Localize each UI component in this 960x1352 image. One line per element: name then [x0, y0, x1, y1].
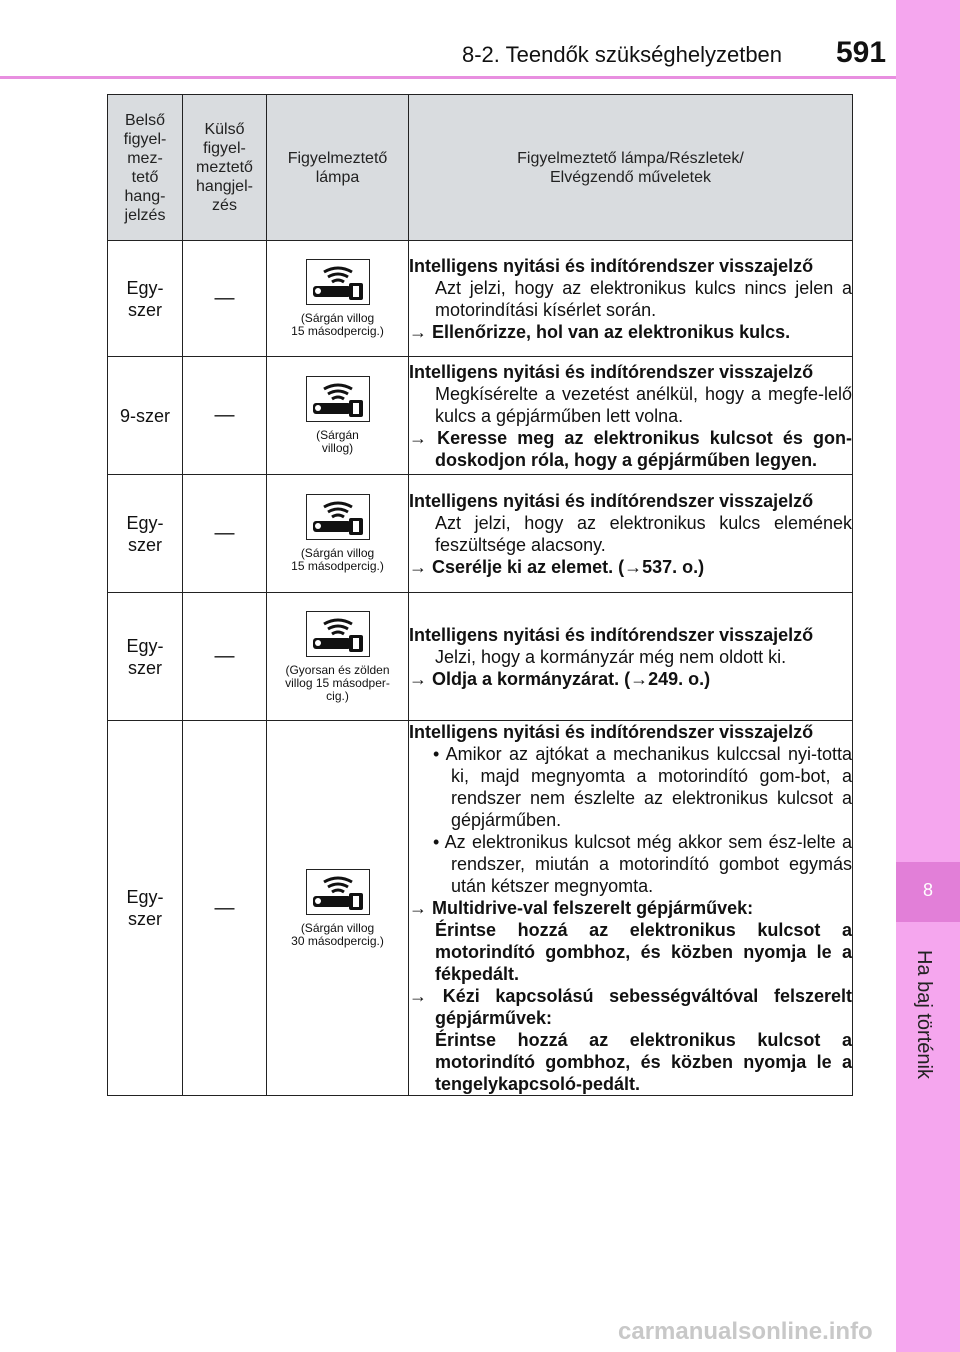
lamp-caption: (Sárgán villog 15 másodpercig.) — [291, 546, 384, 573]
chapter-label: Ha baj történik — [913, 950, 935, 1079]
indicator-title: Intelligens nyitási és indítórendszer visszajelző — [409, 255, 814, 276]
smart-key-warning-icon — [306, 259, 370, 305]
details-cell — [409, 721, 853, 1096]
detail-bullet: • Az elektronikus kulcsot még akkor sem ész-lelte a rendszer, miután a motorindító gombot egymás után kétszer megnyomta. — [433, 832, 852, 896]
action-text: → Multidrive-val felszerelt gépjárművek: Érintse hozzá az elektronikus kulcsot a motorindító gombhoz, és közben nyomja le a fékpedált. — [409, 898, 852, 984]
indicator-title: Intelligens nyitási és indítórendszer visszajelző — [409, 490, 814, 511]
detail-text: Azt jelzi, hogy az elektronikus kulcs nincs jelen a motorindítási kísérlet során. — [435, 277, 852, 320]
external-buzzer-value: — — [183, 241, 267, 357]
warning-light-cell — [267, 357, 409, 475]
table-row — [108, 721, 853, 1096]
detail-text: Megkísérelte a vezetést anélkül, hogy a megfe-lelő kulcs a gépjárműben lett volna. — [435, 383, 852, 426]
smart-key-warning-icon — [306, 611, 370, 657]
external-buzzer-value: — — [183, 475, 267, 593]
internal-buzzer-count: Egy- szer — [108, 593, 183, 721]
page-number: 591 — [836, 36, 887, 69]
internal-buzzer-count: Egy- szer — [108, 241, 183, 357]
warning-light-cell — [267, 721, 409, 1096]
header-details: Figyelmeztető lámpa/Részletek/ Elvégzendő műveletek — [409, 95, 853, 241]
table-row — [108, 357, 853, 475]
header-external-buzzer: Külső figyel- meztető hangjel- zés — [183, 95, 267, 241]
warning-light-cell — [267, 241, 409, 357]
details-cell — [409, 475, 853, 593]
header-internal-buzzer: Belső figyel- mez- tető hang- jelzés — [108, 95, 183, 241]
external-buzzer-value: — — [183, 593, 267, 721]
action-text: → Kézi kapcsolású sebességváltóval felszerelt gépjárművek: Érintse hozzá az elektronikus kulcsot a motorindító gombhoz, és közben nyomja le a tengelykapcsoló-pedált. — [409, 986, 852, 1094]
external-buzzer-value: — — [183, 357, 267, 475]
lamp-caption: (Gyorsan és zölden villog 15 másodper- cig.) — [285, 662, 390, 703]
details-cell — [409, 357, 853, 475]
warning-table — [107, 94, 853, 1096]
chapter-number: 8 — [896, 862, 960, 922]
smart-key-warning-icon — [306, 869, 370, 915]
table-row — [108, 475, 853, 593]
lamp-caption: (Sárgán villog 30 másodpercig.) — [291, 920, 384, 948]
page-header-title: 8-2. Teendők szükséghelyzetben — [462, 42, 783, 67]
side-tab — [896, 0, 960, 1352]
action-text: → Oldja a kormányzárat. (→249. o.) — [409, 668, 711, 689]
table-row — [108, 593, 853, 721]
internal-buzzer-count: 9-szer — [108, 357, 183, 475]
action-text: → Cserélje ki az elemet. (→537. o.) — [409, 556, 705, 577]
lamp-caption: (Sárgán villog 15 másodpercig.) — [291, 311, 384, 338]
indicator-title: Intelligens nyitási és indítórendszer visszajelző — [409, 722, 814, 742]
smart-key-warning-icon — [306, 376, 370, 422]
detail-bullet: • Amikor az ajtókat a mechanikus kulccsal nyi-totta ki, majd megnyomta a motorindító gom-bot, a rendszer nem észlelte az elektronikus kulcsot a gépjárműben. — [433, 744, 852, 830]
action-text: → Ellenőrizze, hol van az elektronikus kulcs. — [409, 321, 791, 342]
table-row — [108, 241, 853, 357]
detail-text: Jelzi, hogy a kormányzár még nem oldott ki. — [435, 646, 787, 667]
detail-text: Azt jelzi, hogy az elektronikus kulcs elemének feszültsége alacsony. — [435, 512, 852, 555]
watermark: carmanualsonline.info — [618, 1318, 873, 1345]
warning-light-cell — [267, 475, 409, 593]
smart-key-warning-icon — [306, 494, 370, 540]
details-cell — [409, 593, 853, 721]
internal-buzzer-count: Egy- szer — [108, 475, 183, 593]
external-buzzer-value: — — [183, 721, 267, 1096]
indicator-title: Intelligens nyitási és indítórendszer visszajelző — [409, 361, 814, 382]
internal-buzzer-count: Egy- szer — [108, 721, 183, 1096]
warning-light-cell — [267, 593, 409, 721]
lamp-caption: (Sárgán villog) — [316, 428, 359, 455]
details-cell — [409, 241, 853, 357]
header-divider — [0, 76, 896, 79]
action-text: → Keresse meg az elektronikus kulcsot és gon-doskodjon róla, hogy a gépjárműben legyen. — [409, 427, 852, 470]
indicator-title: Intelligens nyitási és indítórendszer visszajelző — [409, 624, 814, 645]
header-warning-light: Figyelmeztető lámpa — [267, 95, 409, 241]
